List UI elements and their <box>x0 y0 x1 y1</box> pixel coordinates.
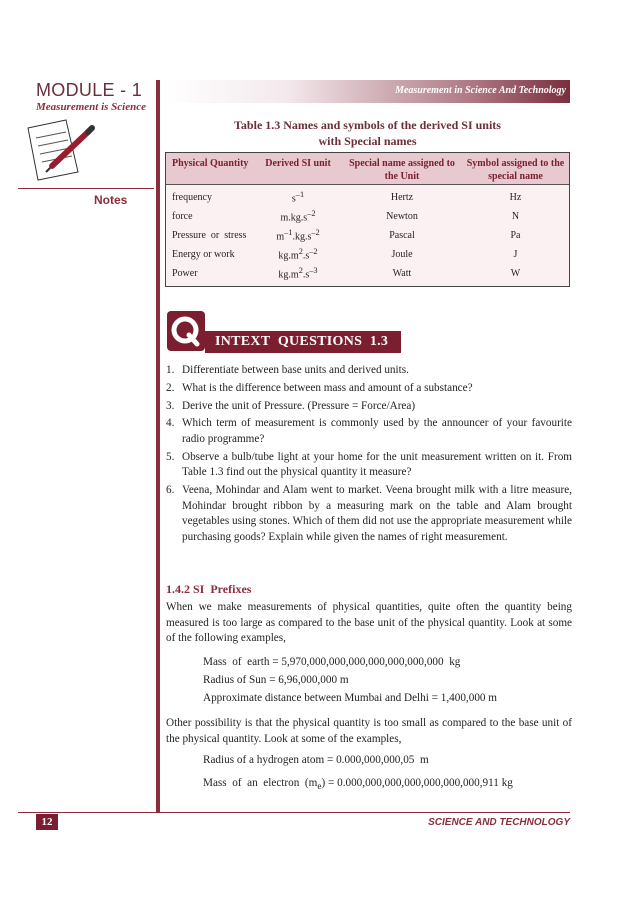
cell-symbol: J <box>513 249 518 260</box>
cell-special-name: Watt <box>392 268 412 279</box>
cell-special-name: Pascal <box>389 230 415 241</box>
footer-rule <box>18 812 570 813</box>
unit-exponent: –2 <box>307 209 316 219</box>
unit-base-2: .s <box>302 269 310 281</box>
unit-base: s <box>291 193 296 205</box>
header-quantity: Physical Quantity <box>172 158 249 169</box>
electron-mass-value: ) = 0.000,000,000,000,000,000,000,911 kg <box>321 777 513 789</box>
unit-base-2: .kg.s <box>292 231 312 243</box>
list-item <box>166 450 572 481</box>
cell-symbol: Pa <box>510 230 521 241</box>
table-header-row <box>166 153 569 185</box>
cell-quantity: Pressure or stress <box>172 230 247 241</box>
example-mass-earth: Mass of earth = 5,970,000,000,000,000,000,000,000 kg <box>203 656 461 668</box>
header-special-name: Special name assigned to the Unit <box>349 158 455 182</box>
question-number: 3. <box>166 399 175 412</box>
notes-label: Notes <box>94 193 128 207</box>
header-symbol: Symbol assigned to the special name <box>466 158 565 182</box>
unit-base-2: .s <box>302 250 310 262</box>
cell-quantity: force <box>172 211 193 222</box>
question-number: 6. <box>166 484 175 497</box>
list-item <box>166 363 572 379</box>
question-text: Observe a bulb/tube light at your home for the unit measurement written on it. From Table 1.3 find out the physical quantity it measure? <box>182 450 572 479</box>
intext-logo <box>167 311 205 351</box>
table-title <box>165 117 570 149</box>
question-mark-icon <box>167 311 205 351</box>
electron-subscript: e <box>317 782 322 793</box>
cell-quantity: Energy or work <box>172 249 235 260</box>
unit-exponent: 2 <box>298 247 303 257</box>
cell-derived-unit <box>254 209 342 223</box>
unit-exponent: 2 <box>298 266 303 276</box>
header-derived-unit: Derived SI unit <box>265 158 331 169</box>
table-row <box>166 264 569 283</box>
cell-symbol: Hz <box>509 192 522 203</box>
table-body <box>166 185 569 283</box>
table-row <box>166 226 569 245</box>
module-label: MODULE - 1 <box>36 80 143 100</box>
question-number: 5. <box>166 450 175 463</box>
table-row <box>166 188 569 207</box>
notes-rule <box>18 188 154 189</box>
unit-base: kg.m <box>278 269 299 281</box>
cell-quantity: Power <box>172 268 198 279</box>
unit-base: m.kg.s <box>280 212 308 224</box>
list-item <box>166 416 572 447</box>
cell-derived-unit <box>254 228 342 242</box>
cell-derived-unit <box>254 190 342 204</box>
question-text: Veena, Mohindar and Alam went to market. Veena brought milk with a litre measure, Mohindar brought ribbon by a measuring mark on the table and Alam brought vegetables using stones. Which of them did not use the appropriate measurement while purchasing goods? Explain while given the names of right measurement. <box>182 484 572 543</box>
question-text: Which term of measurement is commonly used by the announcer of your favourite radio programme? <box>182 417 572 445</box>
unit-exponent-2: –2 <box>309 247 318 257</box>
cell-symbol: W <box>510 268 521 279</box>
unit-exponent-2: –2 <box>311 228 320 238</box>
intext-question-list <box>166 363 572 548</box>
header-title: Measurement in Science And Technology <box>395 85 566 96</box>
intext-questions-title: INTEXT QUESTIONS 1.3 <box>205 331 401 353</box>
table-row <box>166 207 569 226</box>
cell-symbol: N <box>511 211 520 222</box>
example-electron-mass <box>203 776 513 795</box>
question-text: What is the difference between mass and amount of a substance? <box>182 381 473 394</box>
unit-exponent: –1 <box>295 190 305 200</box>
question-number: 2. <box>166 381 175 394</box>
paragraph-small-quantities: Other possibility is that the physical quantity is too small as compared to the base unit of the physical quantity. Look at some of the examples, <box>166 717 572 745</box>
unit-exponent: –1 <box>284 228 293 238</box>
cell-special-name: Newton <box>386 211 418 222</box>
si-units-table <box>165 152 570 287</box>
example-hydrogen-radius: Radius of a hydrogen atom = 0.000,000,000,05 m <box>203 754 429 766</box>
question-number: 1. <box>166 364 175 376</box>
example-distance: Approximate distance between Mumbai and Delhi = 1,400,000 m <box>203 692 498 704</box>
list-item <box>166 381 572 397</box>
table-title-line2: with Special names <box>318 134 417 148</box>
cell-special-name: Hertz <box>390 192 414 203</box>
question-text: Differentiate between base units and derived units. <box>182 364 409 376</box>
unit-exponent-2: –3 <box>309 266 318 276</box>
unit-base: kg.m <box>278 250 299 262</box>
list-item <box>166 483 572 545</box>
table-title-line1: Table 1.3 Names and symbols of the derived SI units <box>234 118 501 132</box>
question-number: 4. <box>166 417 175 430</box>
electron-mass-prefix: Mass of an electron (m <box>203 777 318 789</box>
header-bar <box>165 80 570 103</box>
section-heading: 1.4.2 SI Prefixes <box>166 582 252 596</box>
cell-derived-unit <box>254 247 342 261</box>
list-item <box>166 399 572 415</box>
table-row <box>166 245 569 264</box>
unit-base: m <box>276 231 285 243</box>
page-number: 12 <box>36 814 58 830</box>
cell-quantity: frequency <box>172 192 212 203</box>
notes-icon <box>22 118 100 186</box>
cell-derived-unit <box>254 266 342 280</box>
module-subtitle: Measurement is Science <box>36 101 146 113</box>
paragraph-large-quantities: When we make measurements of physical quantities, quite often the quantity being measured is too large as compared to the base unit of the physical quantity. Look at some of the following examples, <box>166 601 572 645</box>
example-radius-sun: Radius of Sun = 6,96,000,000 m <box>203 674 349 686</box>
footer-title: SCIENCE AND TECHNOLOGY <box>428 817 570 828</box>
cell-special-name: Joule <box>391 249 413 260</box>
question-text: Derive the unit of Pressure. (Pressure = Force/Area) <box>182 399 416 412</box>
margin-rule <box>156 80 160 812</box>
